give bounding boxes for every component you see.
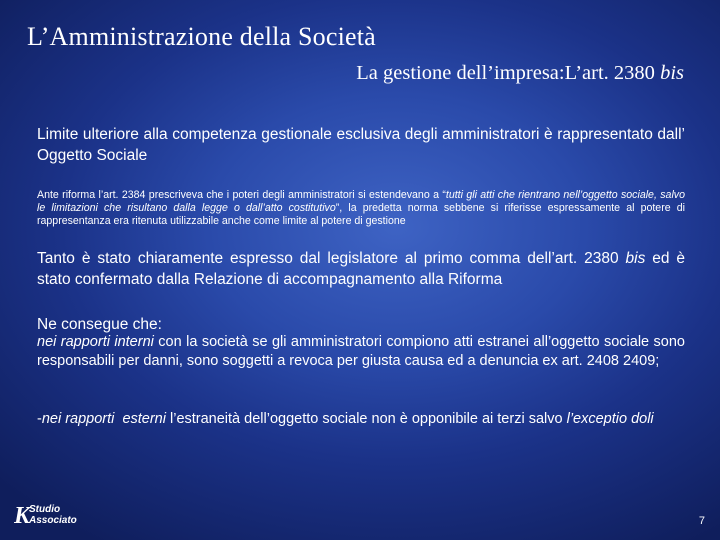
consequence-heading: Ne consegue che:: [37, 316, 162, 333]
slide-subtitle: [356, 62, 684, 85]
item2-exceptio: l’exceptio doli: [566, 411, 654, 427]
main-paragraph: [37, 248, 685, 290]
note-text-b: ”, la predetta norma sebbene si riferisse espressamente al potere di rappresentanza era ritenuta utilizzabile anche come limite al potere di gestione: [37, 202, 685, 228]
note-paragraph: [37, 189, 685, 229]
note-quote: tutti gli atti che rientrano nell’oggetto sociale, salvo le limitazioni che risultano dalla legge o dall’atto costitutivo: [37, 189, 685, 215]
item1-text: con la società se gli amministratori compiono atti estranei all’oggetto sociale sono responsabili per danni, sono soggetti a revoca per giusta causa ed a denuncia ex art. 2408 2409;: [37, 334, 685, 369]
item2-dash: -: [37, 411, 42, 427]
main-bis: bis: [625, 250, 646, 267]
logo-line1: Studio: [29, 504, 61, 515]
page-number: 7: [698, 515, 705, 527]
item2-text: l’estraneità dell’oggetto sociale non è opponibile ai terzi salvo: [165, 411, 567, 427]
subtitle-bis: bis: [660, 62, 684, 84]
item2-emphasis: nei rapporti esterni: [41, 411, 166, 427]
main-text-b: ed è stato confermato dalla Relazione di accompagnamento alla Riforma: [37, 250, 685, 288]
logo-letter: K: [14, 503, 31, 527]
subtitle-text: La gestione dell’impresa:L’art. 2380: [356, 62, 661, 84]
main-text-a: Tanto è stato chiaramente espresso dal legislatore al primo comma dell’art. 2380: [37, 250, 626, 267]
note-text-a: Ante riforma l’art. 2384 prescriveva che i poteri degli amministratori si estendevano a “: [37, 189, 446, 201]
item1-emphasis: nei rapporti interni: [37, 334, 154, 350]
consequence-item-external: [37, 410, 685, 429]
slide-title: L’Amministrazione della Società: [27, 22, 376, 51]
intro-paragraph: Limite ulteriore alla competenza gestionale esclusiva degli amministratori è rappresentato dall’ Oggetto Sociale: [37, 126, 685, 164]
studio-associato-logo: [14, 497, 90, 527]
logo-line2: Associato: [29, 515, 77, 526]
consequence-item-internal: [37, 333, 685, 371]
